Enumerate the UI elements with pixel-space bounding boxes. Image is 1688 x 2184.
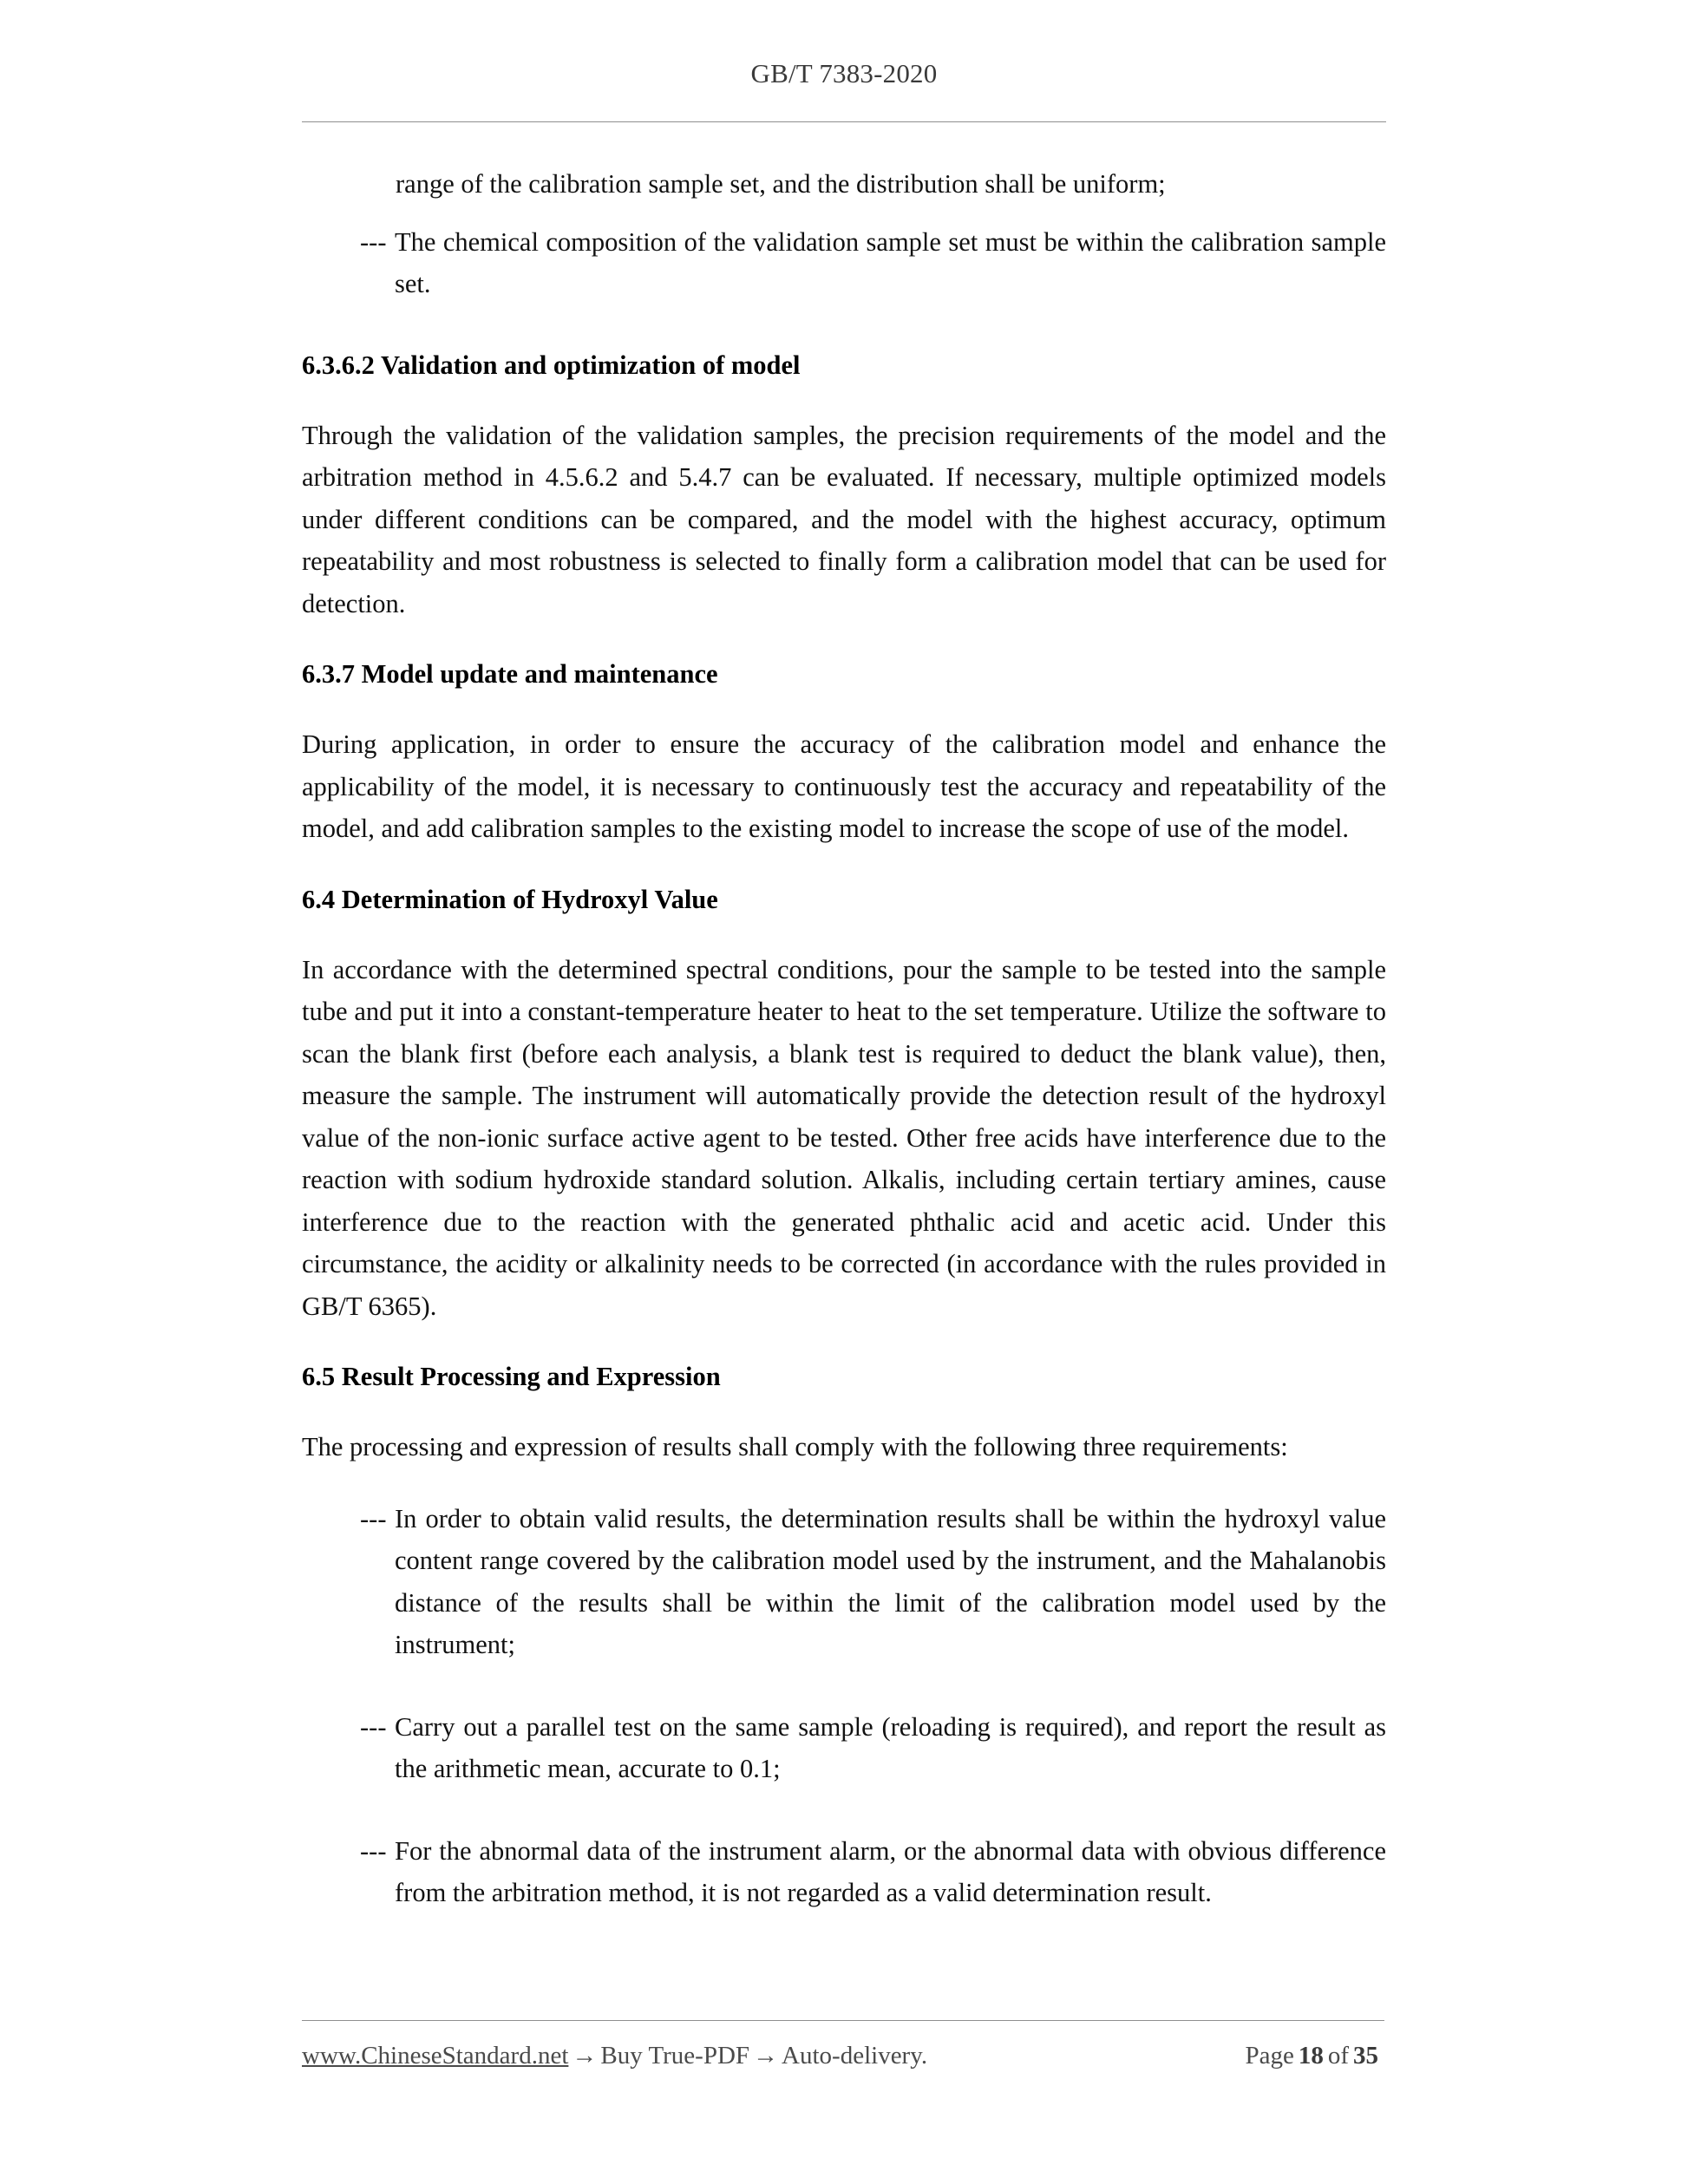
total-page-count: 35 bbox=[1353, 2042, 1378, 2070]
heading-6-5: 6.5 Result Processing and Expression bbox=[302, 1362, 721, 1391]
heading-6-4: 6.4 Determination of Hydroxyl Value bbox=[302, 884, 718, 914]
header-divider bbox=[302, 121, 1386, 122]
list-item bbox=[302, 1706, 1386, 1790]
delivery-label: Auto-delivery. bbox=[782, 2042, 928, 2070]
paragraph-6-5-intro: The processing and expression of results shall comply with the following three requirements: bbox=[302, 1432, 1288, 1461]
document-body bbox=[302, 163, 1386, 1944]
list-item-text: For the abnormal data of the instrument alarm, or the abnormal data with obvious difference from the arbitration method, it is not regarded as a valid determination result. bbox=[395, 1835, 1386, 1907]
page-footer bbox=[302, 2040, 1386, 2071]
list-marker: --- bbox=[360, 1503, 387, 1533]
paragraph-6-3-6-2: Through the validation of the validation samples, the precision requirements of the model and the arbitration method in 4.5.6.2 and 5.4.7 can be evaluated. If necessary, multiple optimized models under different conditions can be compared, and the model with the highest accuracy, optimum repeatability and most robustness is selected to finally form a calibration model that can be used for detection. bbox=[302, 420, 1386, 618]
list-marker: --- bbox=[360, 1835, 387, 1866]
standard-number: GB/T 7383-2020 bbox=[750, 58, 938, 88]
page-header bbox=[302, 57, 1386, 89]
paragraph-6-3-7: During application, in order to ensure the accuracy of the calibration model and enhance the applicability of the model, it is necessary to continuously test the accuracy and repeatability of the model, and add calibration samples to the existing model to increase the scope of use of the model. bbox=[302, 729, 1386, 843]
list-item-text: The chemical composition of the validation sample set must be within the calibration sample set. bbox=[395, 226, 1386, 298]
heading-6-3-6-2: 6.3.6.2 Validation and optimization of model bbox=[302, 350, 801, 380]
list-item-text: Carry out a parallel test on the same sample (reloading is required), and report the result as the arithmetic mean, accurate to 0.1; bbox=[395, 1711, 1386, 1783]
list-item-text: In order to obtain valid results, the determination results shall be within the hydroxyl value content range covered by the calibration model used by the instrument, and the Mahalanobis distance of the results shall be within the limit of the calibration model used by the instrument; bbox=[395, 1503, 1386, 1659]
list-marker: --- bbox=[360, 226, 387, 257]
heading-6-3-7: 6.3.7 Model update and maintenance bbox=[302, 659, 718, 689]
of-label: of bbox=[1327, 2042, 1349, 2070]
list-item bbox=[302, 1498, 1386, 1666]
current-page-number: 18 bbox=[1298, 2042, 1324, 2070]
page-label: Page bbox=[1245, 2042, 1294, 2070]
continued-paragraph: range of the calibration sample set, and the distribution shall be uniform; bbox=[396, 169, 1166, 199]
page-number-indicator bbox=[1245, 2040, 1386, 2071]
list-item bbox=[302, 1830, 1386, 1914]
footer-promo bbox=[302, 2040, 927, 2071]
arrow-right-icon: → bbox=[572, 2042, 598, 2070]
list-marker: --- bbox=[360, 1711, 387, 1742]
footer-divider bbox=[302, 2020, 1384, 2021]
list-item bbox=[302, 221, 1386, 305]
buy-label: Buy True-PDF bbox=[600, 2042, 750, 2070]
website-link[interactable]: www.ChineseStandard.net bbox=[302, 2042, 569, 2070]
arrow-right-icon: → bbox=[753, 2042, 779, 2070]
paragraph-6-4: In accordance with the determined spectral conditions, pour the sample to be tested into the sample tube and put it into a constant-temperature heater to heat to the set temperature. Utilize the software to scan the blank first (before each analysis, a blank test is required to deduct the blank value), then, measure the sample. The instrument will automatically provide the detection result of the hydroxyl value of the non-ionic surface active agent to be tested. Other free acids have interference due to the reaction with sodium hydroxide standard solution. Alkalis, including certain tertiary amines, cause interference due to the reaction with the generated phthalic acid and acetic acid. Under this circumstance, the acidity or alkalinity needs to be corrected (in accordance with the rules provided in GB/T 6365). bbox=[302, 954, 1386, 1321]
